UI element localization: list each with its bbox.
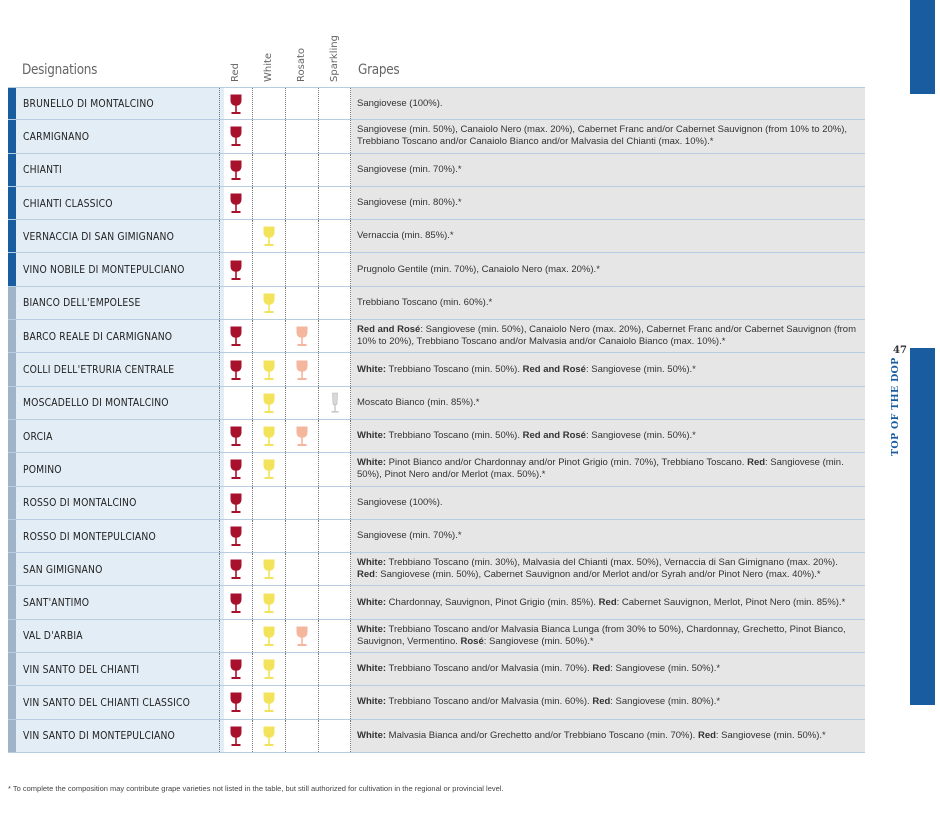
side-tab-top	[910, 0, 935, 94]
row-category-stripe	[8, 253, 16, 285]
cell-red	[219, 620, 252, 652]
table-row	[8, 253, 865, 286]
column-header-sparkling: Sparkling	[329, 35, 340, 82]
designation-name: VIN SANTO DEL CHIANTI CLASSICO	[16, 686, 224, 718]
row-category-stripe	[8, 720, 16, 752]
cell-white	[252, 287, 285, 319]
grapes-description: Sangiovese (min. 70%).*	[351, 520, 865, 552]
cell-red	[219, 653, 252, 685]
cell-sparkling	[318, 520, 351, 552]
cell-white	[252, 487, 285, 519]
grapes-description: White: Chardonnay, Sauvignon, Pinot Grigio (min. 85%). Red: Cabernet Sauvignon, Merlot, Pinot Nero (min. 85%).*	[351, 586, 865, 618]
cell-rose	[285, 353, 318, 385]
row-category-stripe	[8, 420, 16, 452]
page-number: 47	[893, 345, 907, 356]
cell-red	[219, 553, 252, 585]
table-row	[8, 287, 865, 320]
row-category-stripe	[8, 520, 16, 552]
section-label: TOP OF THE DOP	[890, 357, 901, 456]
cell-rose	[285, 387, 318, 419]
cell-rose	[285, 420, 318, 452]
cell-sparkling	[318, 420, 351, 452]
cell-rose	[285, 120, 318, 152]
grapes-description: Sangiovese (min. 50%), Canaiolo Nero (max. 20%), Cabernet Franc and/or Cabernet Sauvignon (from 10% to 20%), Trebbiano Toscano and/or Canaiolo Bianco and/or Malvasia del Chianti (max. 10%).*	[351, 120, 865, 152]
column-header-white: White	[263, 52, 274, 82]
white-wine-glass-icon	[262, 658, 276, 680]
grapes-description: White: Malvasia Bianca and/or Grechetto and/or Trebbiano Toscano (min. 70%). Red: Sangiovese (min. 50%).*	[351, 720, 865, 752]
table-row	[8, 387, 865, 420]
grapes-description: Trebbiano Toscano (min. 60%).*	[351, 287, 865, 319]
cell-white	[252, 88, 285, 119]
table-row	[8, 553, 865, 586]
row-category-stripe	[8, 453, 16, 485]
row-category-stripe	[8, 187, 16, 219]
designation-name: POMINO	[16, 453, 224, 485]
designation-name: VAL D'ARBIA	[16, 620, 224, 652]
white-wine-glass-icon	[262, 458, 276, 480]
table-row	[8, 487, 865, 520]
white-wine-glass-icon	[262, 625, 276, 647]
column-header-rosato: Rosato	[296, 48, 307, 82]
cell-red	[219, 586, 252, 618]
row-category-stripe	[8, 553, 16, 585]
cell-red	[219, 253, 252, 285]
row-category-stripe	[8, 154, 16, 186]
red-wine-glass-icon	[229, 458, 243, 480]
red-wine-glass-icon	[229, 325, 243, 347]
cell-sparkling	[318, 620, 351, 652]
row-category-stripe	[8, 220, 16, 252]
red-wine-glass-icon	[229, 592, 243, 614]
cell-sparkling	[318, 453, 351, 485]
cell-sparkling	[318, 253, 351, 285]
red-wine-glass-icon	[229, 691, 243, 713]
cell-sparkling	[318, 154, 351, 186]
cell-white	[252, 353, 285, 385]
white-wine-glass-icon	[262, 292, 276, 314]
cell-sparkling	[318, 586, 351, 618]
red-wine-glass-icon	[229, 492, 243, 514]
cell-rose	[285, 187, 318, 219]
table-row	[8, 120, 865, 153]
designation-name: BARCO REALE DI CARMIGNANO	[16, 320, 224, 352]
designation-name: VIN SANTO DI MONTEPULCIANO	[16, 720, 224, 752]
cell-white	[252, 120, 285, 152]
table-row	[8, 720, 865, 753]
cell-sparkling	[318, 220, 351, 252]
grapes-description: White: Trebbiano Toscano (min. 50%). Red and Rosé: Sangiovese (min. 50%).*	[351, 420, 865, 452]
designation-name: MOSCADELLO DI MONTALCINO	[16, 387, 224, 419]
table-row	[8, 520, 865, 553]
table-row	[8, 586, 865, 619]
table-row	[8, 87, 865, 120]
cell-rose	[285, 453, 318, 485]
cell-red	[219, 220, 252, 252]
red-wine-glass-icon	[229, 359, 243, 381]
cell-rose	[285, 686, 318, 718]
cell-white	[252, 187, 285, 219]
designation-name: COLLI DELL'ETRURIA CENTRALE	[16, 353, 224, 385]
cell-sparkling	[318, 720, 351, 752]
row-category-stripe	[8, 653, 16, 685]
cell-rose	[285, 553, 318, 585]
table-row	[8, 653, 865, 686]
cell-red	[219, 88, 252, 119]
rose-wine-glass-icon	[295, 425, 309, 447]
rose-wine-glass-icon	[295, 325, 309, 347]
cell-sparkling	[318, 287, 351, 319]
designation-name: ORCIA	[16, 420, 224, 452]
designation-name: BRUNELLO DI MONTALCINO	[16, 88, 224, 119]
cell-sparkling	[318, 187, 351, 219]
cell-red	[219, 320, 252, 352]
cell-red	[219, 387, 252, 419]
table-row	[8, 353, 865, 386]
cell-white	[252, 220, 285, 252]
row-category-stripe	[8, 120, 16, 152]
cell-rose	[285, 154, 318, 186]
cell-rose	[285, 88, 318, 119]
row-category-stripe	[8, 88, 16, 119]
row-category-stripe	[8, 287, 16, 319]
grapes-description: White: Trebbiano Toscano (min. 30%), Malvasia del Chianti (max. 50%), Vernaccia di San Gimignano (max. 20%). Red: Sangiovese (min. 50%), Cabernet Sauvignon and/or Merlot and/or Syrah and/or Pinot Nero (max. 40%).*	[351, 553, 865, 585]
row-category-stripe	[8, 487, 16, 519]
cell-red	[219, 720, 252, 752]
designation-name: CARMIGNANO	[16, 120, 224, 152]
cell-white	[252, 720, 285, 752]
cell-white	[252, 520, 285, 552]
cell-red	[219, 453, 252, 485]
cell-red	[219, 520, 252, 552]
grapes-description: White: Trebbiano Toscano (min. 50%). Red and Rosé: Sangiovese (min. 50%).*	[351, 353, 865, 385]
cell-sparkling	[318, 353, 351, 385]
red-wine-glass-icon	[229, 125, 243, 147]
white-wine-glass-icon	[262, 558, 276, 580]
cell-sparkling	[318, 487, 351, 519]
cell-white	[252, 387, 285, 419]
row-category-stripe	[8, 586, 16, 618]
white-wine-glass-icon	[262, 691, 276, 713]
designation-name: BIANCO DELL'EMPOLESE	[16, 287, 224, 319]
cell-white	[252, 453, 285, 485]
cell-red	[219, 120, 252, 152]
cell-white	[252, 620, 285, 652]
cell-sparkling	[318, 320, 351, 352]
designation-name: CHIANTI CLASSICO	[16, 187, 224, 219]
white-wine-glass-icon	[262, 425, 276, 447]
cell-sparkling	[318, 553, 351, 585]
grapes-description: Sangiovese (100%).	[351, 88, 865, 119]
cell-rose	[285, 253, 318, 285]
cell-white	[252, 154, 285, 186]
row-category-stripe	[8, 320, 16, 352]
red-wine-glass-icon	[229, 192, 243, 214]
table-row	[8, 686, 865, 719]
red-wine-glass-icon	[229, 425, 243, 447]
grapes-description: Sangiovese (min. 70%).*	[351, 154, 865, 186]
cell-rose	[285, 487, 318, 519]
row-category-stripe	[8, 353, 16, 385]
cell-sparkling	[318, 120, 351, 152]
red-wine-glass-icon	[229, 725, 243, 747]
designation-name: VINO NOBILE DI MONTEPULCIANO	[16, 253, 224, 285]
cell-white	[252, 420, 285, 452]
cell-white	[252, 653, 285, 685]
grapes-description: White: Pinot Bianco and/or Chardonnay and/or Pinot Grigio (min. 70%), Trebbiano Toscano. Red: Sangiovese (min. 50%), Pinot Nero and/or Merlot (max. 50%).*	[351, 453, 865, 485]
cell-rose	[285, 520, 318, 552]
cell-white	[252, 586, 285, 618]
cell-red	[219, 420, 252, 452]
table-row	[8, 220, 865, 253]
cell-red	[219, 686, 252, 718]
grapes-description: Red and Rosé: Sangiovese (min. 50%), Canaiolo Nero (max. 20%), Cabernet Franc and/or Cabernet Sauvignon (from 10% to 20%), Trebbiano Toscano and/or Malvasia and/or Canaiolo Bianco (max. 10%).*	[351, 320, 865, 352]
cell-white	[252, 686, 285, 718]
cell-red	[219, 154, 252, 186]
cell-red	[219, 353, 252, 385]
designation-name: ROSSO DI MONTEPULCIANO	[16, 520, 224, 552]
grapes-description: Moscato Bianco (min. 85%).*	[351, 387, 865, 419]
cell-rose	[285, 220, 318, 252]
grapes-header: Grapes	[358, 62, 400, 78]
footnote: * To complete the composition may contribute grape varieties not listed in the table, but still authorized for cultivation in the regional or provincial level.	[8, 784, 504, 793]
cell-red	[219, 287, 252, 319]
sparkling-wine-glass-icon	[328, 392, 342, 414]
grapes-description: White: Trebbiano Toscano and/or Malvasia (min. 60%). Red: Sangiovese (min. 80%).*	[351, 686, 865, 718]
table-row	[8, 620, 865, 653]
white-wine-glass-icon	[262, 225, 276, 247]
grapes-description: Vernaccia (min. 85%).*	[351, 220, 865, 252]
column-header-red: Red	[230, 63, 241, 82]
designation-name: VERNACCIA DI SAN GIMIGNANO	[16, 220, 224, 252]
row-category-stripe	[8, 387, 16, 419]
cell-red	[219, 487, 252, 519]
designation-name: SANT'ANTIMO	[16, 586, 224, 618]
designations-table	[8, 87, 865, 753]
red-wine-glass-icon	[229, 159, 243, 181]
row-category-stripe	[8, 686, 16, 718]
rose-wine-glass-icon	[295, 625, 309, 647]
cell-sparkling	[318, 653, 351, 685]
grapes-description: Sangiovese (100%).	[351, 487, 865, 519]
white-wine-glass-icon	[262, 359, 276, 381]
cell-sparkling	[318, 387, 351, 419]
cell-sparkling	[318, 686, 351, 718]
cell-sparkling	[318, 88, 351, 119]
white-wine-glass-icon	[262, 392, 276, 414]
cell-red	[219, 187, 252, 219]
red-wine-glass-icon	[229, 93, 243, 115]
designation-name: VIN SANTO DEL CHIANTI	[16, 653, 224, 685]
red-wine-glass-icon	[229, 658, 243, 680]
grapes-description: White: Trebbiano Toscano and/or Malvasia Bianca Lunga (from 30% to 50%), Chardonnay, Grechetto, Pinot Bianco, Sauvignon, Vermentino. Rosé: Sangiovese (min. 50%).*	[351, 620, 865, 652]
table-row	[8, 320, 865, 353]
cell-rose	[285, 620, 318, 652]
cell-rose	[285, 586, 318, 618]
cell-rose	[285, 320, 318, 352]
white-wine-glass-icon	[262, 592, 276, 614]
cell-rose	[285, 287, 318, 319]
grapes-description: White: Trebbiano Toscano and/or Malvasia (min. 70%). Red: Sangiovese (min. 50%).*	[351, 653, 865, 685]
red-wine-glass-icon	[229, 525, 243, 547]
row-category-stripe	[8, 620, 16, 652]
table-row	[8, 154, 865, 187]
grapes-description: Sangiovese (min. 80%).*	[351, 187, 865, 219]
cell-rose	[285, 653, 318, 685]
white-wine-glass-icon	[262, 725, 276, 747]
designation-name: ROSSO DI MONTALCINO	[16, 487, 224, 519]
table-row	[8, 187, 865, 220]
cell-white	[252, 253, 285, 285]
designation-name: CHIANTI	[16, 154, 224, 186]
grapes-description: Prugnolo Gentile (min. 70%), Canaiolo Nero (max. 20%).*	[351, 253, 865, 285]
designation-name: SAN GIMIGNANO	[16, 553, 224, 585]
table-row	[8, 420, 865, 453]
cell-white	[252, 553, 285, 585]
cell-rose	[285, 720, 318, 752]
designations-header: Designations	[22, 62, 98, 78]
table-row	[8, 453, 865, 486]
red-wine-glass-icon	[229, 259, 243, 281]
cell-white	[252, 320, 285, 352]
side-tab-section	[910, 348, 935, 705]
red-wine-glass-icon	[229, 558, 243, 580]
rose-wine-glass-icon	[295, 359, 309, 381]
